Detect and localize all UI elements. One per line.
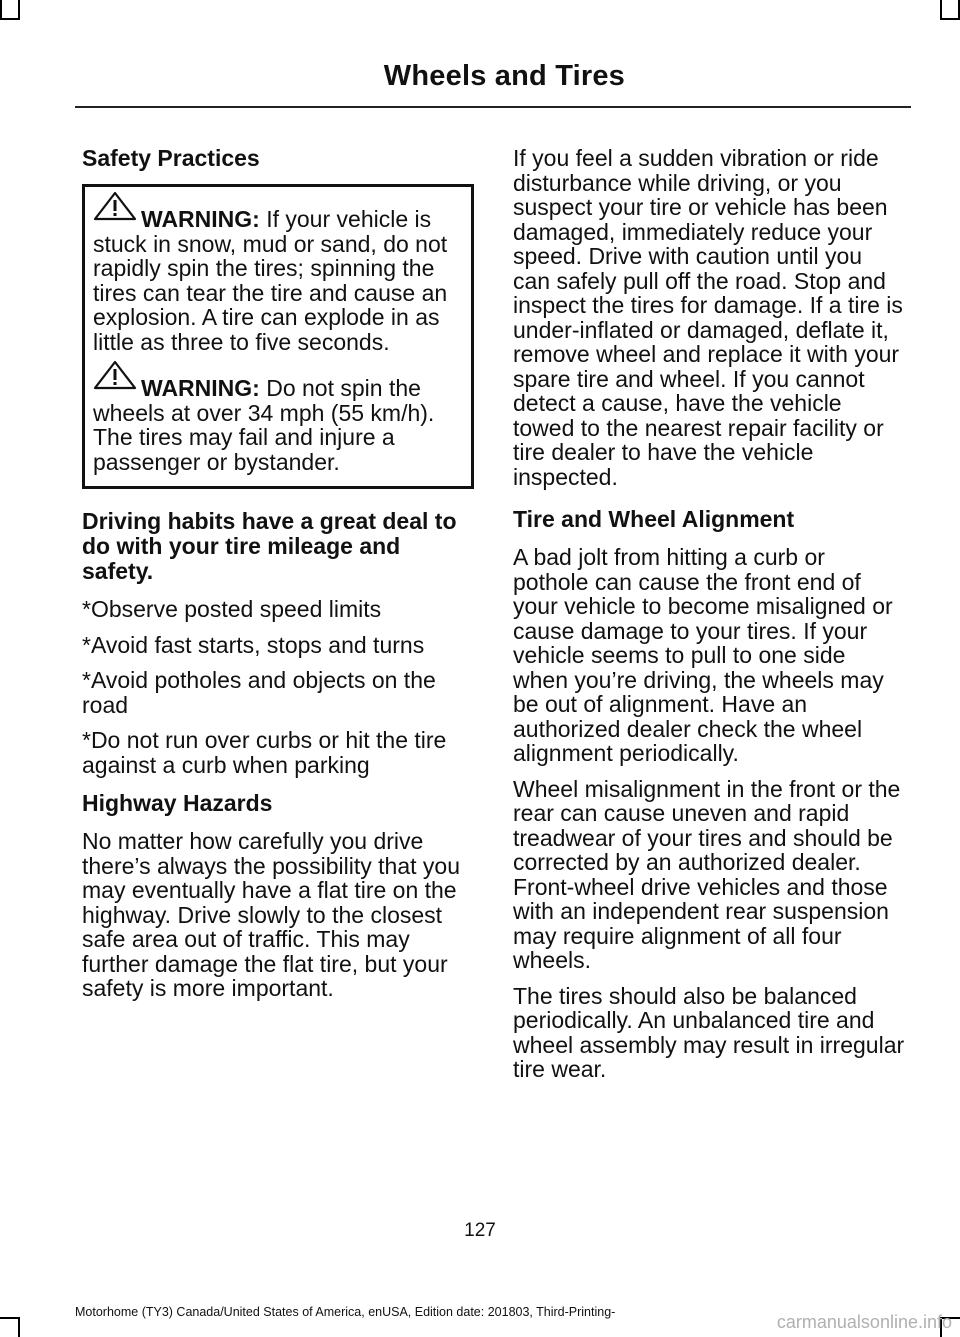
crop-mark bbox=[0, 0, 2, 18]
paragraph-alignment-2: Wheel misalignment in the front or the rear can cause uneven and rapid treadwear of your tires and should be corrected by an authorized dealer. Front-wheel drive vehicles and those with an independent rear suspension may require alignment of all four wheels. bbox=[513, 775, 901, 973]
crop-mark bbox=[0, 1317, 18, 1319]
watermark: carmanualsonline.info bbox=[776, 1312, 952, 1332]
page-title: Wheels and Tires bbox=[383, 60, 625, 92]
warning-triangle-icon bbox=[93, 191, 137, 221]
warning-text: Do not spin the wheels at over 34 mph (55 km/h). The tires may fail and injure a passenger or bystander. bbox=[93, 375, 435, 475]
warning-label: WARNING: bbox=[141, 206, 260, 232]
list-item: *Observe posted speed limits bbox=[82, 596, 382, 622]
footer-edition-info: Motorhome (TY3) Canada/United States of America, enUSA, Edition date: 201803, Third-Printing- bbox=[75, 1305, 616, 1319]
list-item: *Avoid fast starts, stops and turns bbox=[82, 631, 425, 658]
crop-mark bbox=[940, 0, 942, 20]
heading-tire-wheel-alignment: Tire and Wheel Alignment bbox=[513, 506, 795, 532]
crop-mark bbox=[942, 18, 960, 20]
crop-mark bbox=[0, 18, 18, 20]
page-number: 127 bbox=[464, 1220, 496, 1241]
paragraph-hazards: No matter how carefully you drive there’s always the possibility that you may eventually have a flat tire on the highway. Drive slowly to the closest safe area out of traffic. This may further damage the flat tire, but your safety is more important. bbox=[82, 828, 460, 1001]
paragraph-vibration: If you feel a sudden vibration or ride disturbance while driving, or you suspect your tire or vehicle has been damaged, immediately reduce your speed. Drive with caution until you can safely pull off the road. Stop and inspect the tires for damage. If a tire is under-inflated or damaged, deflate it, remove wheel and replace it with your spare tire and wheel. If you cannot detect a cause, have the vehicle towed to the nearest repair facility or tire dealer to have the vehicle inspected. bbox=[513, 145, 903, 490]
crop-mark bbox=[18, 0, 20, 20]
paragraph-alignment-1: A bad jolt from hitting a curb or pothole can cause the front end of your vehicle to become misaligned or cause damage to your tires. If your vehicle seems to pull to one side when you’re driving, the wheels may be out of alignment. Have an authorized dealer check the wheel alignment periodically. bbox=[513, 544, 893, 766]
right-column bbox=[513, 146, 905, 1093]
list-item: *Avoid potholes and objects on the road bbox=[82, 667, 436, 718]
warning-2 bbox=[93, 370, 463, 474]
heading-highway-hazards: Highway Hazards bbox=[82, 790, 273, 816]
crop-mark bbox=[18, 1317, 20, 1337]
header-divider bbox=[75, 106, 911, 108]
left-column bbox=[82, 146, 474, 1012]
warning-box bbox=[82, 184, 474, 489]
list-item: *Do not run over curbs or hit the tire against a curb when parking bbox=[82, 727, 447, 778]
warning-triangle-icon bbox=[93, 360, 137, 390]
heading-safety-practices: Safety Practices bbox=[82, 145, 260, 171]
paragraph-alignment-3: The tires should also be balanced periodically. An unbalanced tire and wheel assembly may result in irregular tire wear. bbox=[513, 982, 905, 1082]
heading-driving-habits: Driving habits have a great deal to do with your tire mileage and safety. bbox=[82, 508, 457, 584]
warning-1 bbox=[93, 201, 463, 354]
warning-label: WARNING: bbox=[141, 375, 260, 401]
warning-text: If your vehicle is stuck in snow, mud or sand, do not rapidly spin the tires; spinning the tires can tear the tire and cause an explosion. A tire can explode in as little as three to five seconds. bbox=[93, 206, 448, 355]
